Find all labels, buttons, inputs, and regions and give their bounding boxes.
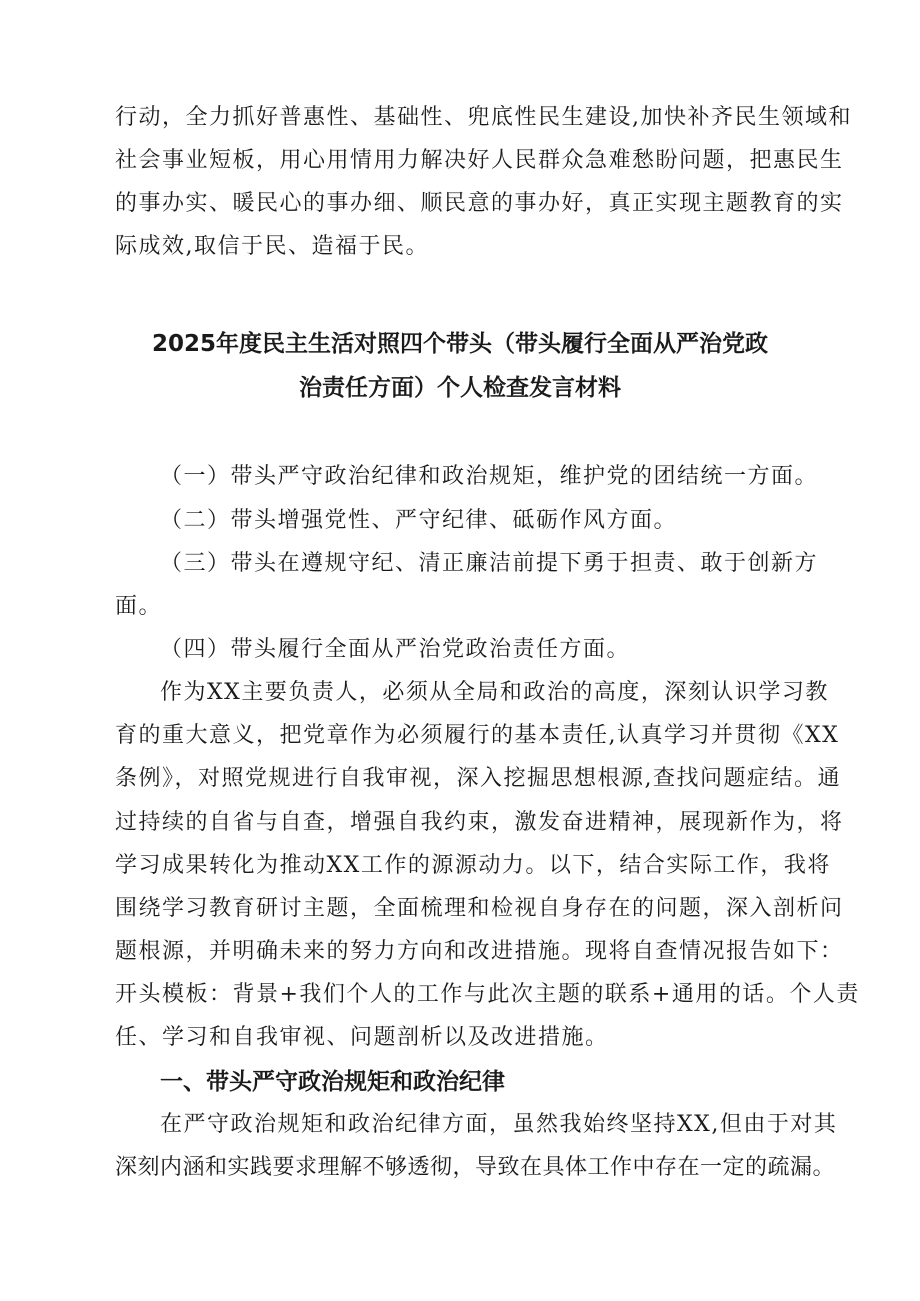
intro-line-3: 的事办实、暖民心的事办细、顺民意的事办好，真正实现主题教育的实 — [115, 191, 844, 216]
body-line-4: 过持续的自省与自查，增强自我约束，激发奋进精神，展现新作为，将 — [115, 810, 844, 835]
document-title-line-1: 2025年度民主生活对照四个带头（带头履行全面从严治党政 — [151, 331, 768, 357]
outline-item-2: （二）带头增强党性、严守纪律、砥砺作风方面。 — [160, 508, 678, 533]
outline-item-1: （一）带头严守政治纪律和政治规矩，维护党的团结统一方面。 — [160, 464, 819, 489]
section-1-line-1: 在严守政治规矩和政治纪律方面，虽然我始终坚持XX,但由于对其 — [160, 1112, 838, 1137]
outline-item-3: （三）带头在遵规守纪、清正廉洁前提下勇于担责、敢于创新方 — [160, 551, 819, 576]
body-line-2: 育的重大意义，把党章作为必须履行的基本责任,认真学习并贯彻《XX — [115, 723, 840, 748]
body-line-6: 围绕学习教育研讨主题，全面梳理和检视自身存在的问题，深入剖析问 — [115, 896, 844, 921]
intro-line-2: 社会事业短板，用心用情用力解决好人民群众急难愁盼问题，把惠民生 — [115, 148, 844, 173]
section-1-heading: 一、带头严守政治规矩和政治纪律 — [160, 1069, 505, 1095]
outline-item-4: （四）带头履行全面从严治党政治责任方面。 — [160, 637, 631, 662]
intro-line-1: 行动，全力抓好普惠性、基础性、兜底性民生建设,加快补齐民生领域和 — [115, 105, 852, 130]
body-line-1: 作为XX主要负责人，必须从全局和政治的高度，深刻认识学习教 — [160, 680, 829, 705]
body-line-3: 条例》，对照党规进行自我审视，深入挖掘思想根源,查找问题症结。通 — [115, 766, 841, 791]
body-line-9: 任、学习和自我审视、问题剖析以及改进措施。 — [115, 1025, 609, 1050]
outline-item-3-cont: 面。 — [115, 594, 163, 619]
section-1-line-2: 深刻内涵和实践要求理解不够透彻，导致在具体工作中存在一定的疏漏。 — [115, 1155, 836, 1180]
body-line-8: 开头模板：背景+我们个人的工作与此次主题的联系+通用的话。个人责 — [115, 982, 860, 1007]
intro-line-4: 际成效,取信于民、造福于民。 — [115, 234, 429, 259]
body-line-5: 学习成果转化为推动XX工作的源源动力。以下，结合实际工作，我将 — [115, 853, 831, 878]
body-line-7: 题根源，并明确未来的努力方向和改进措施。现将自查情况报告如下： — [115, 939, 844, 964]
document-title-line-2: 治责任方面）个人检查发言材料 — [299, 375, 621, 401]
